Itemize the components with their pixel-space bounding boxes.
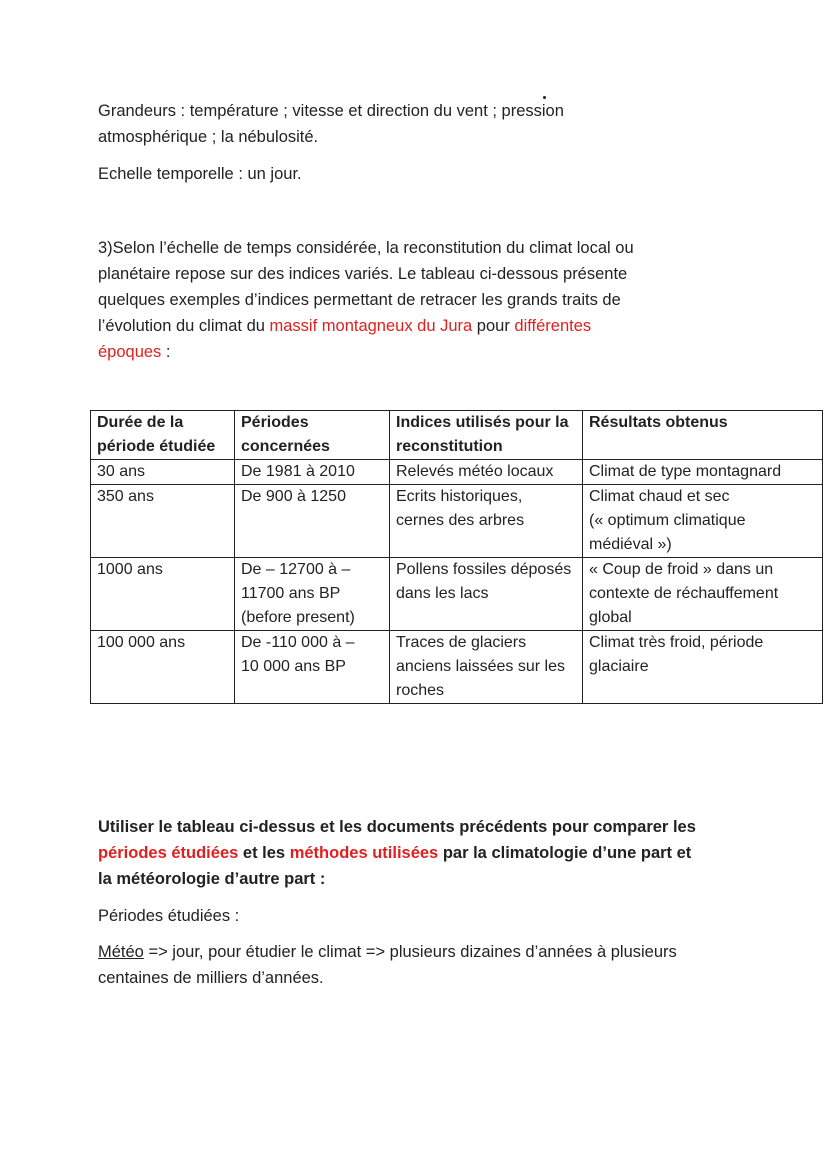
question3-line-1: 3)Selon l’échelle de temps considérée, la reconstitution du climat local ou [98,239,634,257]
header-cell-duree: Durée de la période étudiée [91,411,235,460]
task-line-3: la météorologie d’autre part : [98,870,326,888]
table-row [91,485,823,558]
table-cell: « Coup de froid » dans un contexte de réchauffement global [583,558,823,631]
table-cell: 350 ans [91,485,235,558]
table-cell: 1000 ans [91,558,235,631]
table-cell: Relevés météo locaux [390,460,583,485]
answer-meteo: Météo [98,943,144,961]
question3-text: : [161,343,171,361]
table-cell: De 1981 à 2010 [235,460,390,485]
table-cell: Climat très froid, période glaciaire [583,631,823,704]
highlight-epoques: époques [98,343,162,361]
header-cell-periodes: Périodes concernées [235,411,390,460]
table-row [91,460,823,485]
question3-text: l’évolution du climat du [98,317,270,335]
question3-line-4 [98,313,591,339]
question3-line-5 [98,339,170,365]
answer-text: => jour, pour étudier le climat => plusieurs dizaines d’années à plusieurs [143,943,677,961]
task-line-2 [98,840,691,866]
table-cell: 30 ans [91,460,235,485]
highlight-differentes: différentes [514,317,592,335]
question3-line-2: planétaire repose sur des indices variés. Le tableau ci-dessous présente [98,265,628,283]
intro-line-2: atmosphérique ; la nébulosité. [98,128,319,146]
header-cell-resultats: Résultats obtenus [583,411,823,460]
header-cell-indices: Indices utilisés pour la reconstitution [390,411,583,460]
highlight-jura: massif montagneux du Jura [269,317,473,335]
highlight-methodes: méthodes utilisées [289,844,439,862]
question3-text: pour [472,317,515,335]
question3-line-3: quelques exemples d’indices permettant de retracer les grands traits de [98,291,621,309]
answer-line-1 [98,939,677,965]
table-cell: Climat de type montagnard [583,460,823,485]
table-cell: Traces de glaciers anciens laissées sur les roches [390,631,583,704]
intro-line-1: Grandeurs : température ; vitesse et direction du vent ; pression [98,102,564,120]
table-row [91,631,823,704]
answer-line-2: centaines de milliers d’années. [98,969,324,987]
table-cell: De – 12700 à – 11700 ans BP (before present) [235,558,390,631]
table-cell: Ecrits historiques, cernes des arbres [390,485,583,558]
table-cell: Pollens fossiles déposés dans les lacs [390,558,583,631]
answer-label: Périodes étudiées : [98,907,240,925]
table-header-row [91,411,823,460]
task-text: et les [238,844,290,862]
climate-table [90,410,823,704]
intro-line-3: Echelle temporelle : un jour. [98,165,302,183]
task-line-1: Utiliser le tableau ci-dessus et les documents précédents pour comparer les [98,818,696,836]
table-cell: De -110 000 à – 10 000 ans BP [235,631,390,704]
table-cell: Climat chaud et sec (« optimum climatique médiéval ») [583,485,823,558]
table-cell: 100 000 ans [91,631,235,704]
table-row [91,558,823,631]
highlight-periodes: périodes étudiées [98,844,239,862]
task-text: par la climatologie d’une part et [438,844,692,862]
table-cell: De 900 à 1250 [235,485,390,558]
